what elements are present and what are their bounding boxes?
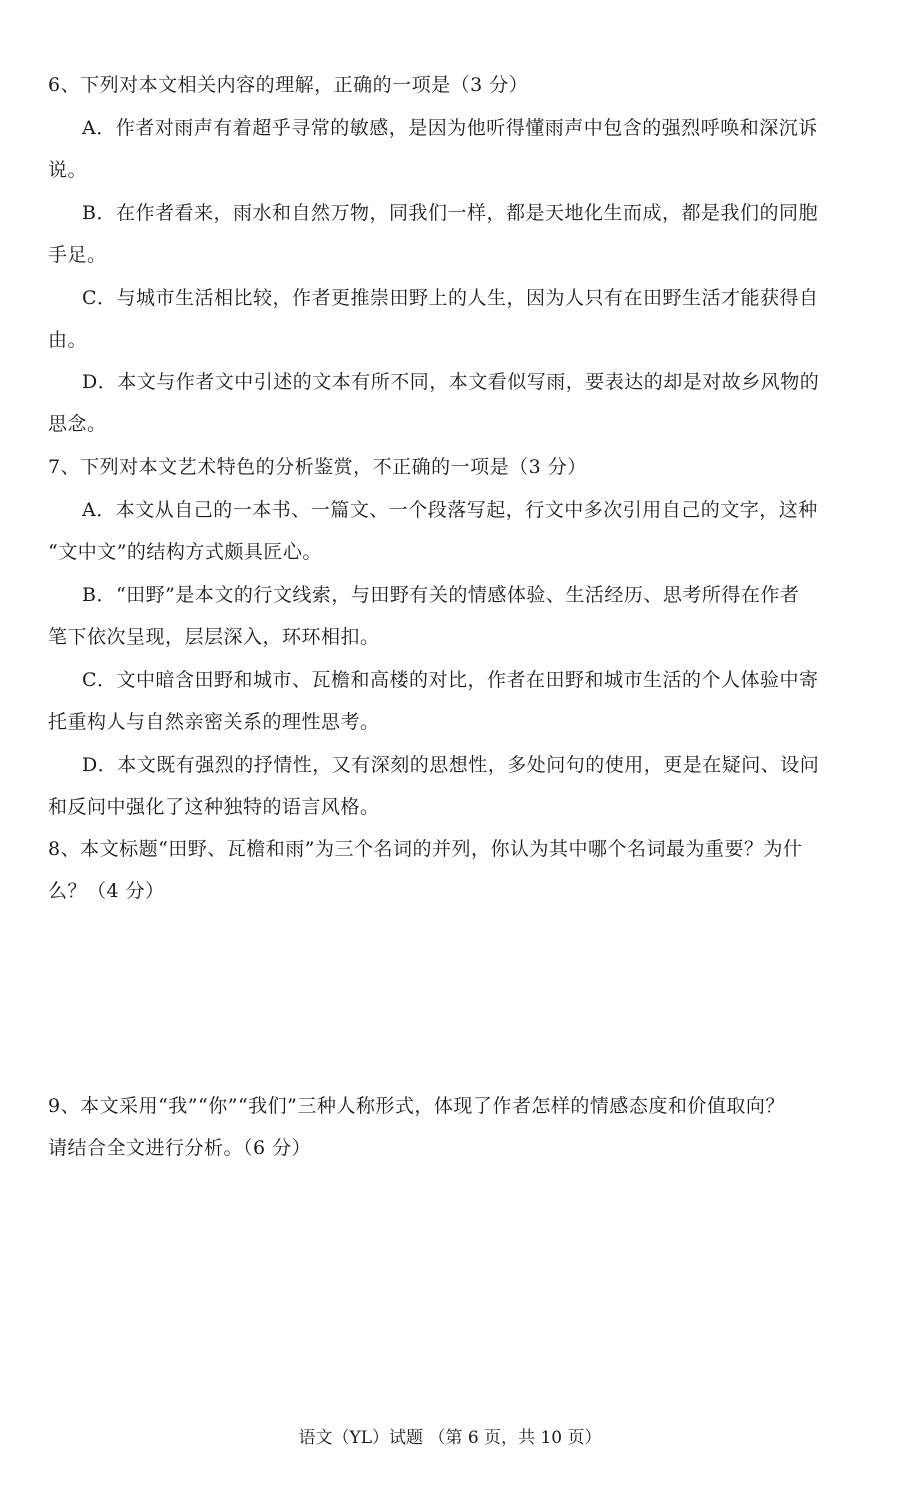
question-9-stem-cont: 请结合全文进行分析。（6 分） xyxy=(48,1137,312,1159)
question-7-option-a-cont: “文中文”的结构方式颇具匠心。 xyxy=(48,541,322,563)
question-8-stem: 8、本文标题“田野、瓦檐和雨”为三个名词的并列，你认为其中哪个名词最为重要？为什 xyxy=(48,838,803,860)
question-7-option-c-cont: 托重构人与自然亲密关系的理性思考。 xyxy=(48,711,380,733)
page-footer: 语文（YL）试题 （第 6 页，共 10 页） xyxy=(298,1428,602,1448)
question-7-option-b: B．“田野”是本文的行文线索，与田野有关的情感体验、生活经历、思考所得在作者 xyxy=(82,584,800,606)
question-6-option-c: C．与城市生活相比较，作者更推崇田野上的人生，因为人只有在田野生活才能获得自 xyxy=(82,287,819,309)
question-6-option-a-cont: 说。 xyxy=(48,159,88,181)
question-6-option-a: A．作者对雨声有着超乎寻常的敏感，是因为他听得懂雨声中包含的强烈呼唤和深沉诉 xyxy=(82,117,818,139)
question-6-option-d: D．本文与作者文中引述的文本有所不同，本文看似写雨，要表达的却是对故乡风物的 xyxy=(82,371,820,393)
question-7-option-d-cont: 和反问中强化了这种独特的语言风格。 xyxy=(48,796,380,818)
question-6-option-b: B．在作者看来，雨水和自然万物，同我们一样，都是天地化生而成，都是我们的同胞 xyxy=(82,202,818,224)
question-8-answer-area[interactable] xyxy=(48,915,852,1085)
question-6-option-c-cont: 由。 xyxy=(48,329,88,351)
question-7-option-a: A．本文从自己的一本书、一篇文、一个段落写起，行文中多次引用自己的文字，这种 xyxy=(82,499,818,521)
question-6-option-d-cont: 思念。 xyxy=(48,413,107,435)
question-9-stem: 9、本文采用“我”“你”“我们”三种人称形式，体现了作者怎样的情感态度和价值取向？ xyxy=(48,1095,785,1117)
question-7-option-d: D．本文既有强烈的抒情性，又有深刻的思想性，多处问句的使用，更是在疑问、设问 xyxy=(82,754,820,776)
question-6-option-b-cont: 手足。 xyxy=(48,244,107,266)
question-8-stem-cont: 么？（4 分） xyxy=(48,880,165,902)
question-6-stem: 6、下列对本文相关内容的理解，正确的一项是（3 分） xyxy=(48,74,529,96)
question-7-option-b-cont: 笔下依次呈现，层层深入，环环相扣。 xyxy=(48,626,380,648)
question-9-answer-area[interactable] xyxy=(48,1175,852,1405)
question-7-stem: 7、下列对本文艺术特色的分析鉴赏，不正确的一项是（3 分） xyxy=(48,456,587,478)
question-7-option-c: C．文中暗含田野和城市、瓦檐和高楼的对比，作者在田野和城市生活的个人体验中寄 xyxy=(82,669,819,691)
